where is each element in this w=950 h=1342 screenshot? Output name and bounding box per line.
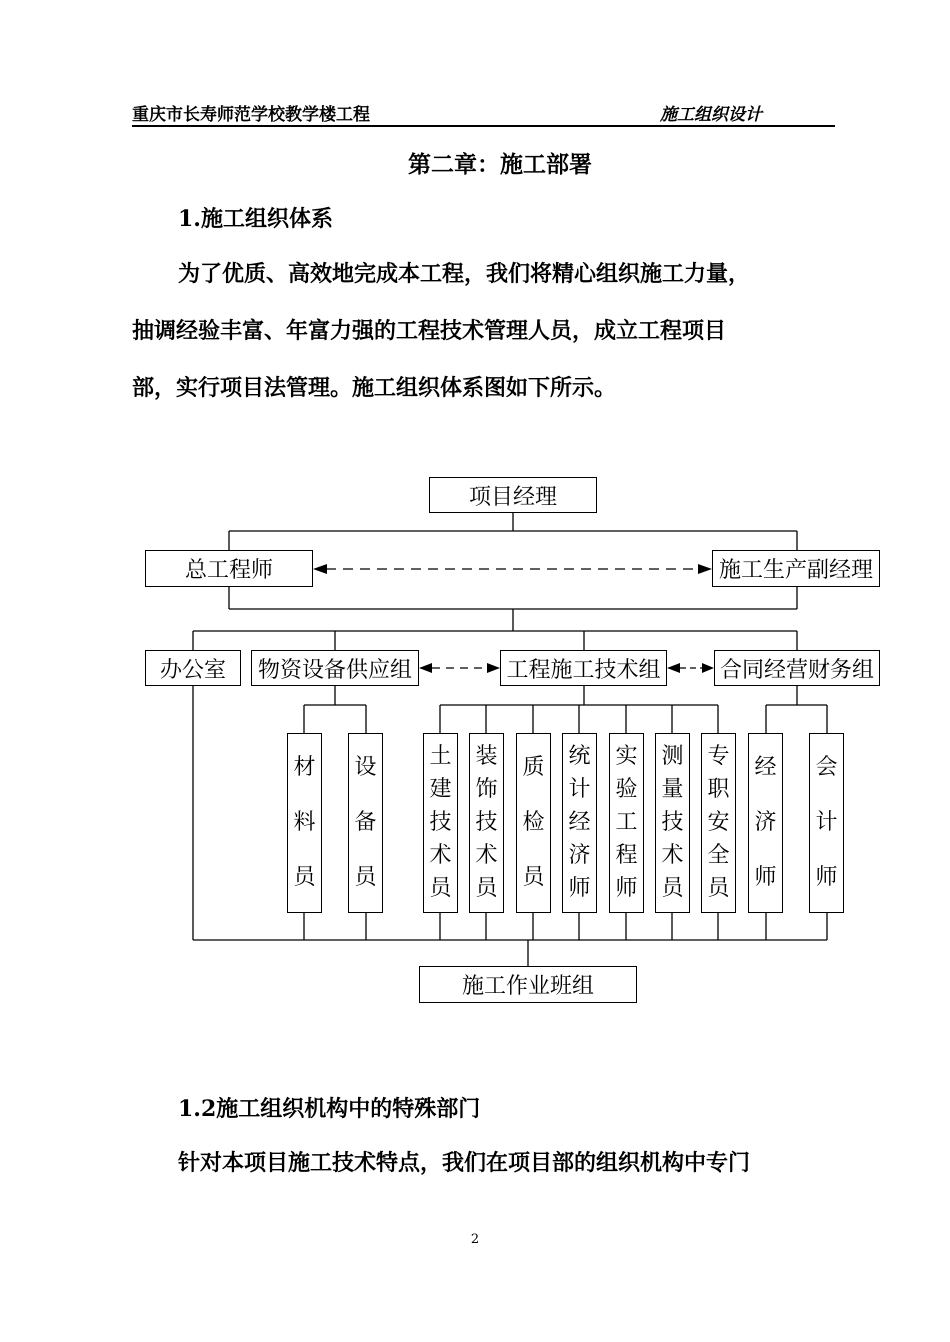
role-char: 员	[707, 876, 730, 902]
role-char: 专	[707, 743, 730, 769]
role-char: 经	[568, 809, 591, 835]
role-char: 装	[475, 743, 498, 769]
role-char: 员	[522, 865, 545, 891]
org-role-civil-technician	[423, 733, 458, 913]
org-role-quality-inspector	[516, 733, 551, 913]
role-char: 经	[754, 754, 777, 780]
org-role-decoration-technician	[469, 733, 504, 913]
role-char: 术	[475, 843, 498, 869]
role-char: 程	[615, 843, 638, 869]
role-char: 设	[354, 754, 377, 780]
role-char: 量	[661, 776, 684, 802]
org-role-survey-technician	[655, 733, 690, 913]
role-char: 师	[754, 865, 777, 891]
section-heading-2: 1.2施工组织机构中的特殊部门	[178, 1096, 481, 1122]
section2-paragraph-line: 针对本项目施工技术特点，我们在项目部的组织机构中专门	[178, 1150, 751, 1176]
role-char: 会	[815, 754, 838, 780]
role-char: 材	[293, 754, 316, 780]
role-char: 员	[429, 876, 452, 902]
org-node-finance-group: 合同经营财务组	[714, 650, 880, 686]
role-char: 术	[661, 843, 684, 869]
role-char: 安	[707, 809, 730, 835]
role-char: 技	[661, 809, 684, 835]
org-node-office: 办公室	[145, 650, 241, 686]
role-char: 全	[707, 843, 730, 869]
org-node-work-crews: 施工作业班组	[419, 966, 637, 1003]
role-char: 统	[568, 743, 591, 769]
role-char: 验	[615, 776, 638, 802]
role-char: 师	[615, 876, 638, 902]
role-char: 济	[568, 843, 591, 869]
role-char: 术	[429, 843, 452, 869]
page-number: 2	[470, 1232, 480, 1247]
org-role-accountant	[809, 733, 844, 913]
role-char: 饰	[475, 776, 498, 802]
paragraph-line-2: 抽调经验丰富、年富力强的工程技术管理人员，成立工程项目	[132, 318, 727, 344]
role-char: 土	[429, 743, 452, 769]
org-node-chief-engineer: 总工程师	[145, 550, 313, 587]
role-char: 料	[293, 809, 316, 835]
role-char: 技	[475, 809, 498, 835]
role-char: 工	[615, 809, 638, 835]
org-role-economist	[748, 733, 783, 913]
role-char: 实	[615, 743, 638, 769]
role-char: 质	[522, 754, 545, 780]
role-char: 计	[568, 776, 591, 802]
org-node-deputy-manager: 施工生产副经理	[712, 550, 880, 587]
role-char: 员	[475, 876, 498, 902]
org-node-project-manager: 项目经理	[429, 477, 597, 513]
role-char: 师	[568, 876, 591, 902]
role-char: 员	[661, 876, 684, 902]
org-role-safety-officer	[701, 733, 736, 913]
role-char: 备	[354, 809, 377, 835]
org-node-tech-group: 工程施工技术组	[500, 650, 667, 686]
role-char: 测	[661, 743, 684, 769]
role-char: 检	[522, 809, 545, 835]
role-char: 计	[815, 809, 838, 835]
org-role-statistical-economist	[562, 733, 597, 913]
role-char: 济	[754, 809, 777, 835]
role-char: 员	[354, 865, 377, 891]
paragraph-line-3: 部，实行项目法管理。施工组织体系图如下所示。	[132, 375, 617, 401]
role-char: 职	[707, 776, 730, 802]
chapter-title: 第二章：施工部署	[408, 151, 592, 178]
role-char: 师	[815, 865, 838, 891]
role-char: 建	[429, 776, 452, 802]
header-project-title: 重庆市长寿师范学校教学楼工程	[132, 105, 370, 125]
header-doc-title: 施工组织设计	[660, 105, 762, 125]
org-role-material-clerk	[287, 733, 322, 913]
org-node-supply-group: 物资设备供应组	[251, 650, 419, 686]
section-heading-1: 1.施工组织体系	[178, 206, 333, 232]
role-char: 技	[429, 809, 452, 835]
paragraph-line-1: 为了优质、高效地完成本工程，我们将精心组织施工力量，	[178, 261, 751, 287]
role-char: 员	[293, 865, 316, 891]
org-role-equipment-clerk	[348, 733, 383, 913]
org-role-lab-engineer	[609, 733, 644, 913]
